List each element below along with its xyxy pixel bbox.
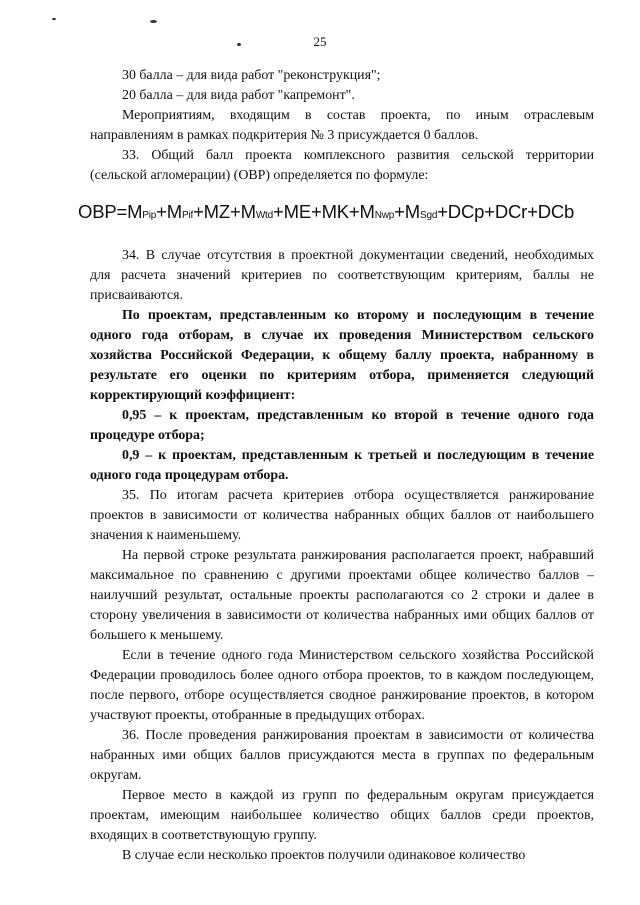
scan-speck	[150, 20, 157, 23]
formula-subscript: Sgd	[420, 210, 438, 221]
scan-speck	[52, 18, 56, 20]
paragraph-line: 20 балла – для вида работ "капремонт".	[122, 88, 355, 103]
ovr-formula	[78, 200, 598, 228]
formula-term: +М	[273, 201, 299, 222]
paragraph-line: 30 балла – для вида работ "реконструкция";	[122, 68, 381, 83]
formula-term: E+М	[298, 201, 337, 222]
paragraph-measures: Мероприятиям, входящим в состав проекта, по иным отраслевым направлениям в рамках подкритерия № 3 присуждается 0 баллов.	[90, 108, 594, 143]
paragraph-first-place: Первое место в каждой из групп по федеральным округам присуждается проектам, имеющим наибольшее количество общих баллов среди проектов, входящих в соответствующую группу.	[90, 788, 594, 843]
page-number: 25	[313, 34, 327, 49]
formula-subscript: Pif	[181, 210, 194, 221]
formula-subscript: Pip	[142, 210, 157, 221]
correction-coefficient-block	[90, 306, 594, 486]
formula-term: Z+М	[218, 201, 256, 222]
formula-term: +М	[156, 201, 182, 222]
formula-term: +М	[193, 201, 219, 222]
paragraph-33: 33. Общий балл проекта комплексного развития сельской территории (сельской агломерации) (ОВР) определяется по формуле:	[90, 148, 594, 183]
paragraph-last: В случае если несколько проектов получили одинаковое количество	[122, 848, 526, 863]
paragraph-coefficient-intro: По проектам, представленным ко второму и последующим в течение одного года отборам, в случае их проведения Министерством сельского хозяйства Российской Федерации, к общему баллу проекта, набранному в результате его оценки по критериям отбора, применяется следующий корректирующий коэффициент:	[90, 308, 594, 403]
formula-subscript: Nwp	[374, 210, 395, 221]
formula-lead: ОВР=М	[78, 201, 143, 222]
paragraph-34: 34. В случае отсутствия в проектной документации сведений, необходимых для расчета значений критериев по соответствующим критериям, баллы не присваиваются.	[90, 248, 594, 303]
formula-tail: +DCp+DCr+DCb	[437, 201, 575, 222]
paragraph-36: 36. После проведения ранжирования проектам в зависимости от количества набранных ими общих баллов присуждаются места в группах по федеральным округам.	[90, 728, 594, 783]
paragraph-35: 35. По итогам расчета критериев отбора осуществляется ранжирование проектов в зависимости от количества набранных общих баллов от наибольшего значения к наименьшему.	[90, 488, 594, 543]
paragraph-coefficient-095: 0,95 – к проектам, представленным ко второй в течение одного года процедуре отбора;	[90, 408, 594, 443]
formula-term: K+М	[336, 201, 375, 222]
formula-subscript: Wtd	[255, 210, 273, 221]
paragraph-coefficient-09: 0,9 – к проектам, представленным к третьей и последующим в течение одного года процедурам отбора.	[90, 448, 594, 483]
paragraph-first-row: На первой строке результата ранжирования располагается проект, набравший максимальное по сравнению с другими проектами общее количество баллов – наилучший результат, остальные проекты располагаются со 2 строки и далее в сторону увеличения в зависимости от количества набранных ими общих баллов от большего к меньшему.	[90, 548, 594, 643]
formula-term: +М	[394, 201, 420, 222]
paragraph-if-more: Если в течение одного года Министерством сельского хозяйства Российской Федерации проводилось более одного отбора проектов, то в каждом последующем, после первого, отборе осуществляется сводное ранжирование проектов, в котором участвуют проекты, отобранные в предыдущих отборах.	[90, 648, 594, 723]
document-body	[78, 66, 594, 866]
